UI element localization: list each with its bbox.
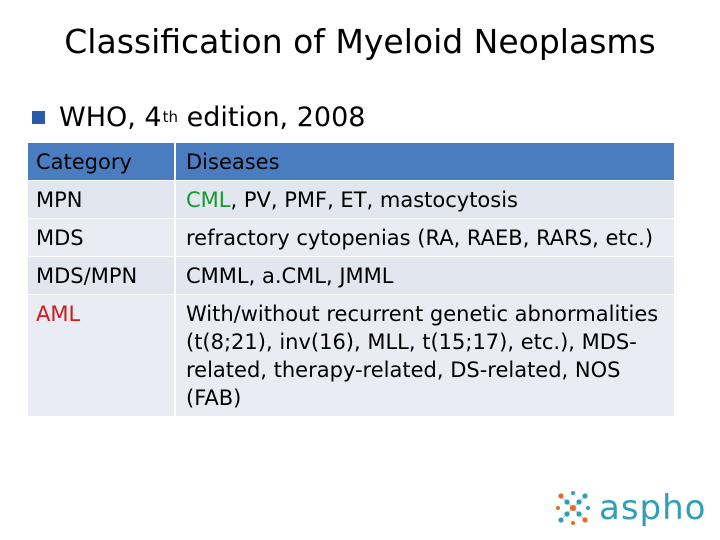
logo-text: aspho [599, 488, 707, 528]
table-row [28, 181, 674, 219]
header-diseases: Diseases [174, 143, 674, 180]
table-header-row [28, 143, 674, 181]
bullet-text-sup: th [162, 108, 178, 126]
category-cell: MDS/MPN [36, 264, 138, 288]
table-row [28, 295, 674, 417]
bullet-square-icon [32, 111, 45, 124]
aspho-logo [553, 488, 713, 528]
diseases-cell: refractory cytopenias (RA, RAEB, RARS, etc.) [174, 219, 674, 256]
classification-table [28, 143, 674, 417]
bullet-text-post: edition, 2008 [178, 101, 366, 133]
diseases-cell: CMML, a.CML, JMML [174, 257, 674, 294]
bullet-text-pre: WHO, 4 [59, 101, 162, 133]
category-cell: AML [36, 302, 81, 326]
header-category: Category [36, 150, 132, 174]
aspho-molecule-icon [553, 488, 593, 528]
diseases-rest: , PV, PMF, ET, mastocytosis [230, 188, 518, 212]
diseases-highlight: CML [186, 188, 231, 212]
diseases-cell: With/without recurrent genetic abnormalities (t(8;21), inv(16), MLL, t(15;17), etc.), MDS-related, therapy-related, DS-related, NOS (FAB) [174, 295, 674, 416]
bullet-who-edition [32, 96, 365, 138]
slide-title: Classification of Myeloid Neoplasms [64, 22, 656, 61]
table-row [28, 219, 674, 257]
table-row [28, 257, 674, 295]
diseases-cell [174, 181, 674, 218]
category-cell: MPN [36, 188, 83, 212]
category-cell: MDS [36, 226, 84, 250]
